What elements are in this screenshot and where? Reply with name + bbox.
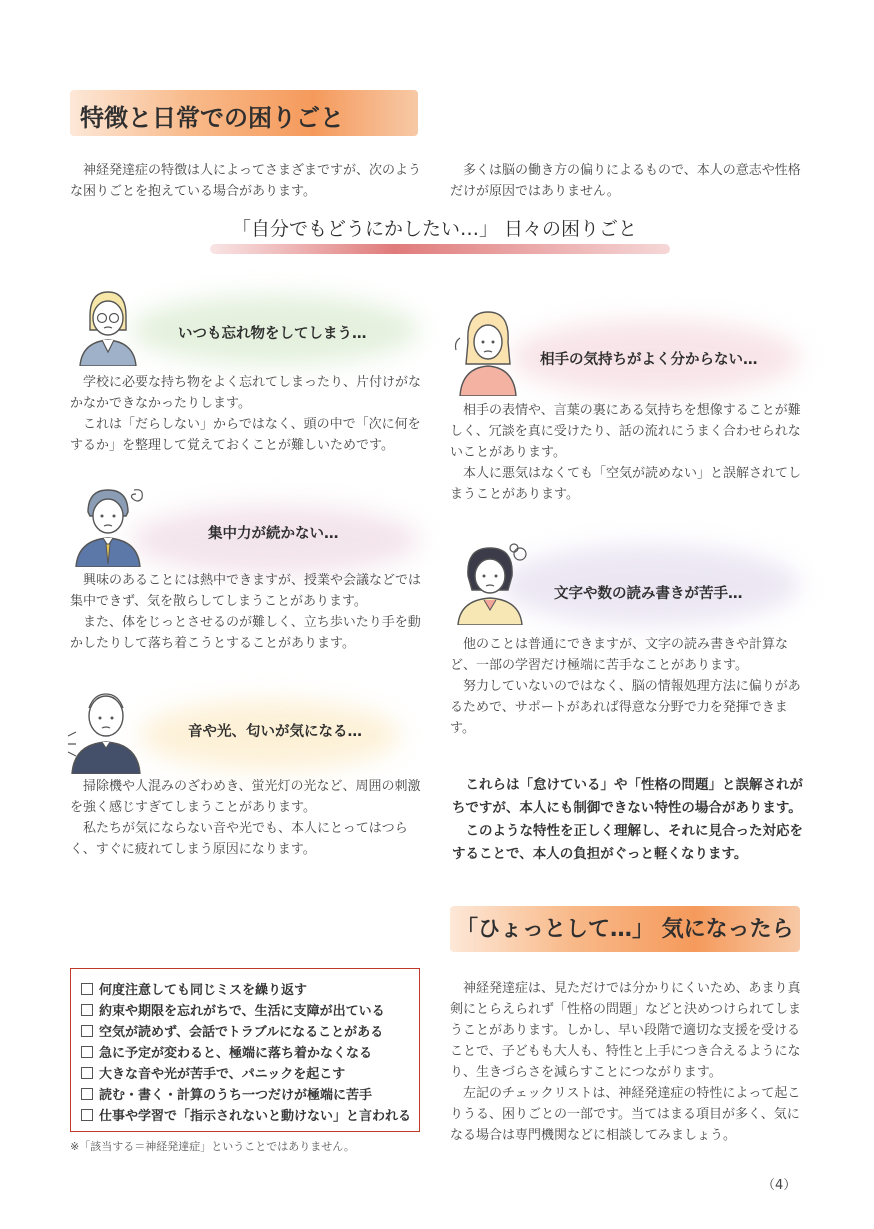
- case-title-senses: 音や光、匂いが気になる…: [188, 724, 362, 740]
- case-title-feelings: 相手の気持ちがよく分からない…: [540, 352, 758, 368]
- intro-left: 神経発達症の特徴は人によってさまざまですが、次のような困りごとを抱えている場合があります。: [70, 163, 422, 199]
- checklist-item[interactable]: 何度注意しても同じミスを繰り返す: [81, 979, 307, 998]
- case-text-focus: 興味のあることには熱中できますが、授業や会議などでは集中できず、気を散らしてしまうことがあります。 また、体をじっとさせるのが難しく、立ち歩いたり手を動かしたりして落ち着こうとすることがあります。: [70, 573, 422, 651]
- case-text-forgetful: 学校に必要な持ち物をよく忘れてしまったり、片付けがなかなかできなかったりします。 これは「だらしない」からではなく、頭の中で「次に何をするか」を整理して覚えておくことが難しいためです。: [70, 375, 422, 453]
- case-title-focus: 集中力が続かない…: [208, 526, 339, 542]
- checkbox-icon[interactable]: [81, 1067, 93, 1079]
- second-heading: 「ひょっとして…」 気になったら: [456, 917, 794, 942]
- section-title: 「自分でもどうにかしたい…」 日々の困りごと: [232, 218, 638, 240]
- checkbox-icon[interactable]: [81, 1004, 93, 1016]
- checklist-note: ※「該当する＝神経発達症」ということではありません。: [70, 1140, 355, 1153]
- checklist-item[interactable]: 急に予定が変わると、極端に落ち着かなくなる: [81, 1042, 372, 1061]
- case-title-forgetful: いつも忘れ物をしてしまう…: [178, 326, 367, 342]
- case-title-reading: 文字や数の読み書きが苦手…: [554, 586, 743, 602]
- checkbox-icon[interactable]: [81, 1025, 93, 1037]
- person-glasses-icon: [72, 286, 142, 366]
- checkbox-icon[interactable]: [81, 983, 93, 995]
- summary-text: これらは「怠けている」や「性格の問題」と誤解されがちですが、本人にも制御できない特性の場合があります。 このような特性を正しく理解し、それに見合った対応をすることで、本人の負担がぐっと軽くなります。: [452, 777, 803, 862]
- person-suit-icon: [68, 482, 148, 567]
- case-text-feelings: 相手の表情や、言葉の裏にある気持ちを想像することが難しく、冗談を真に受けたり、話の流れにうまく合わせられないことがあります。 本人に悪気はなくても「空気が読めない」と誤解されてしまうことがあります。: [450, 403, 802, 502]
- checkbox-icon[interactable]: [81, 1088, 93, 1100]
- page-number: （4）: [762, 1178, 797, 1193]
- checkbox-icon[interactable]: [81, 1046, 93, 1058]
- checklist-item[interactable]: 読む・書く・計算のうち一つだけが極端に苦手: [81, 1084, 372, 1103]
- person-student-girl-icon: [450, 540, 530, 625]
- case-text-reading: 他のことは普通にできますが、文字の読み書きや計算など、一部の学習だけ極端に苦手なことがあります。 努力していないのではなく、脳の情報処理方法に偏りがあるためで、サポートがあれば得意な分野で力を発揮できます。: [450, 637, 801, 736]
- checklist-box: [70, 968, 420, 1132]
- checklist-item[interactable]: 仕事や学習で「指示されないと動けない」と言われる: [81, 1105, 411, 1124]
- person-confused-icon: [452, 306, 522, 396]
- section-title-underline: [210, 244, 670, 254]
- case-text-senses: 掃除機や人混みのざわめき、蛍光灯の光など、周囲の刺激を強く感じすぎてしまうことがあります。 私たちが気にならない音や光でも、本人にとってはつらく、すぐに疲れてしまう原因になります。: [70, 779, 421, 857]
- main-heading: 特徴と日常での困りごと: [80, 104, 344, 132]
- checklist-item[interactable]: 約束や期限を忘れがちで、生活に支障が出ている: [81, 1000, 385, 1019]
- checklist-item[interactable]: 空気が読めず、会話でトラブルになることがある: [81, 1021, 383, 1040]
- person-school-uniform-icon: [66, 684, 146, 774]
- second-text: 神経発達症は、見ただけでは分かりにくいため、あまり真剣にとらえられず「性格の問題」などと決めつけられてしまうことがあります。しかし、早い段階で適切な支援を受けることで、子どもも大人も、特性と上手につき合えるようになり、生きづらさを減らすことにつながります。 左記のチェックリストは、神経発達症の特性によって起こりうる、困りごとの一部です。当てはまる項目が多く、気になる場合は専門機関などに相談してみましょう。: [450, 981, 802, 1143]
- checklist-item[interactable]: 大きな音や光が苦手で、パニックを起こす: [81, 1063, 345, 1082]
- intro-right: 多くは脳の働き方の偏りによるもので、本人の意志や性格だけが原因ではありません。: [450, 163, 801, 199]
- checkbox-icon[interactable]: [81, 1109, 93, 1121]
